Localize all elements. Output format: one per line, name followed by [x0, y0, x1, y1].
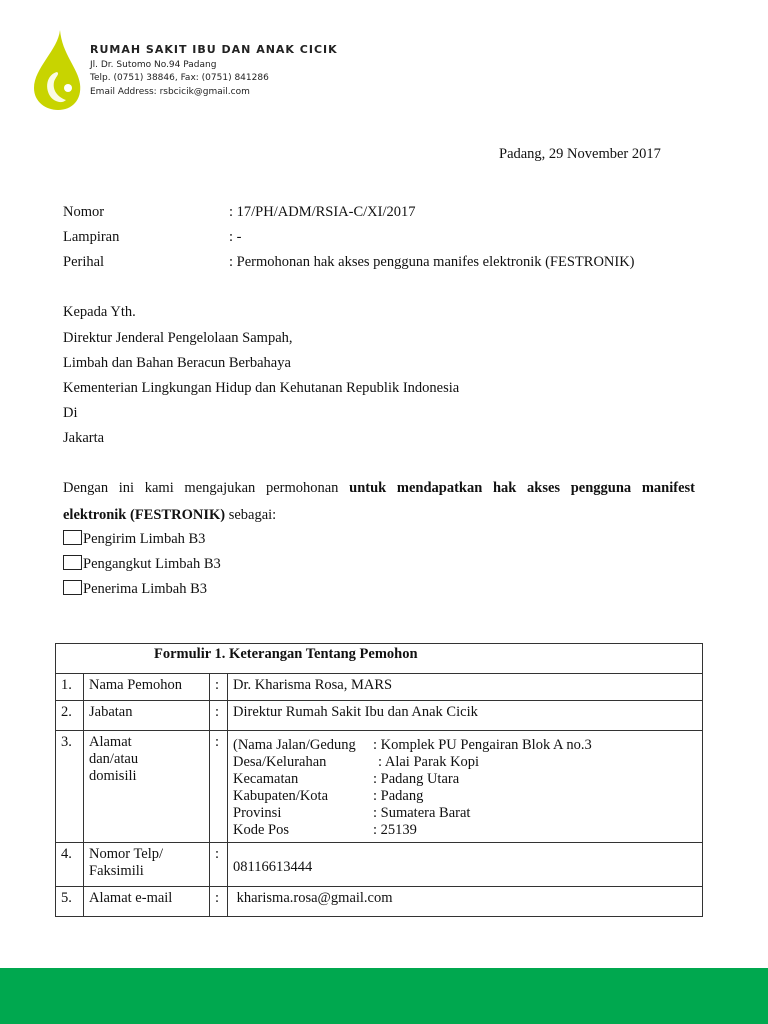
table-row	[56, 887, 703, 917]
row-label: Nomor Telp/ Faksimili	[84, 843, 210, 887]
meta-label: Perihal	[63, 254, 105, 270]
checkbox-icon[interactable]	[63, 555, 82, 570]
meta-label: Lampiran	[63, 229, 120, 245]
body-text: sebagai:	[225, 507, 277, 523]
row-separator: :	[210, 843, 228, 887]
hospital-logo	[30, 28, 84, 117]
table-row	[56, 731, 703, 843]
hospital-phone: Telp. (0751) 38846, Fax: (0751) 841286	[90, 73, 269, 83]
meta-label: Nomor	[63, 204, 105, 220]
address-key: Kode Pos	[233, 822, 289, 838]
address-key: Kecamatan	[233, 771, 299, 787]
meta-value: : 17/PH/ADM/RSIA-C/XI/2017	[229, 204, 416, 220]
hospital-name: RUMAH SAKIT IBU DAN ANAK CICIK	[90, 43, 338, 56]
body-paragraph-line2	[63, 507, 276, 524]
row-number: 4.	[56, 843, 84, 887]
recipient-line: Kepada Yth.	[63, 304, 136, 320]
hospital-address: Jl. Dr. Sutomo No.94 Padang	[90, 60, 217, 70]
address-key: Desa/Kelurahan	[233, 754, 327, 770]
checkbox-icon[interactable]	[63, 530, 82, 545]
address-value: : 25139	[373, 822, 417, 838]
address-key: Kabupaten/Kota	[233, 788, 329, 804]
row-separator: :	[210, 701, 228, 731]
option-pengangkut[interactable]	[63, 555, 221, 573]
recipient-line: Direktur Jenderal Pengelolaan Sampah,	[63, 330, 293, 346]
address-value: : Sumatera Barat	[373, 805, 471, 821]
row-value: Dr. Kharisma Rosa, MARS	[228, 674, 703, 701]
row-value: kharisma.rosa@gmail.com	[228, 887, 703, 917]
body-text: Dengan ini kami mengajukan permohonan	[63, 480, 339, 496]
meta-value: : -	[229, 229, 242, 245]
option-label: Pengangkut Limbah B3	[83, 556, 221, 572]
hospital-email: Email Address: rsbcicik@gmail.com	[90, 87, 250, 97]
letter-date: Padang, 29 November 2017	[499, 146, 661, 162]
footer-green-band	[0, 968, 768, 1024]
form-title-row	[56, 644, 703, 674]
recipient-line: Limbah dan Bahan Beracun Berbahaya	[63, 355, 291, 371]
body-paragraph-line1	[63, 480, 695, 497]
row-label: Nama Pemohon	[84, 674, 210, 701]
table-row	[56, 843, 703, 887]
row-number: 3.	[56, 731, 84, 843]
recipient-line: Kementerian Lingkungan Hidup dan Kehutanan Republik Indonesia	[63, 380, 460, 396]
row-value: Direktur Rumah Sakit Ibu dan Anak Cicik	[228, 701, 703, 731]
address-key: (Nama Jalan/Gedung	[233, 737, 356, 753]
row-separator: :	[210, 731, 228, 843]
row-value: 08116613444	[228, 843, 703, 887]
row-label: Alamat dan/atau domisili	[84, 731, 210, 843]
row-label: Jabatan	[84, 701, 210, 731]
applicant-form-table	[55, 643, 703, 917]
body-bold: elektronik (FESTRONIK)	[63, 507, 226, 523]
address-key: Provinsi	[233, 805, 282, 821]
row-label: Alamat e-mail	[84, 887, 210, 917]
form-title: Formulir 1. Keterangan Tentang Pemohon	[56, 644, 703, 674]
table-row	[56, 674, 703, 701]
address-value: : Alai Parak Kopi	[378, 754, 480, 770]
option-label: Pengirim Limbah B3	[83, 531, 206, 547]
meta-value: : Permohonan hak akses pengguna manifes elektronik (FESTRONIK)	[229, 254, 635, 270]
table-row	[56, 701, 703, 731]
row-number: 5.	[56, 887, 84, 917]
address-value: : Padang	[373, 788, 424, 804]
recipient-line: Jakarta	[63, 430, 105, 446]
address-block	[228, 731, 703, 843]
row-number: 1.	[56, 674, 84, 701]
recipient-line: Di	[63, 405, 78, 421]
option-pengirim[interactable]	[63, 530, 205, 548]
option-label: Penerima Limbah B3	[83, 581, 208, 597]
address-value: : Padang Utara	[373, 771, 460, 787]
address-value: : Komplek PU Pengairan Blok A no.3	[373, 737, 592, 753]
option-penerima[interactable]	[63, 580, 207, 598]
row-number: 2.	[56, 701, 84, 731]
row-separator: :	[210, 887, 228, 917]
row-separator: :	[210, 674, 228, 701]
checkbox-icon[interactable]	[63, 580, 82, 595]
body-bold: untuk mendapatkan hak akses pengguna manifest	[349, 480, 696, 496]
